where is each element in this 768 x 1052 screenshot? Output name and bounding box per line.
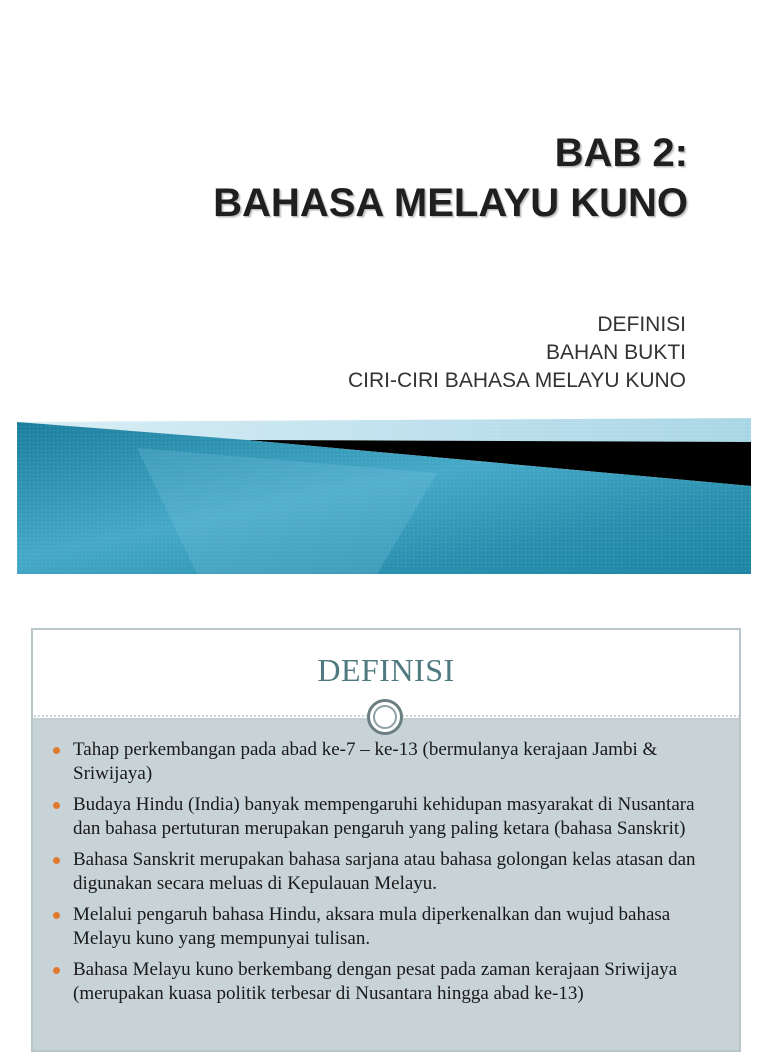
slide-title — [213, 128, 688, 228]
ring-ornament-icon — [367, 699, 403, 735]
bullet-text: Tahap perkembangan pada abad ke-7 – ke-13 (bermulanya kerajaan Jambi & Sriwijaya) — [73, 739, 658, 784]
subtitle-line-1: DEFINISI — [597, 313, 686, 336]
bullet-dot-icon — [53, 802, 60, 809]
title-line-1: BAB 2: — [554, 131, 688, 175]
list-item — [73, 738, 717, 786]
slide-body — [33, 720, 739, 1050]
bullet-dot-icon — [53, 857, 60, 864]
bullet-text: Budaya Hindu (India) banyak mempengaruhi kehidupan masyarakat di Nusantara dan bahasa pertuturan merupakan pengaruh yang paling ketara (bahasa Sanskrit) — [73, 794, 695, 839]
title-line-2: BAHASA MELAYU KUNO — [213, 181, 688, 225]
slide-subtitle — [348, 311, 686, 395]
list-item — [73, 903, 717, 951]
bullet-dot-icon — [53, 912, 60, 919]
subtitle-line-2: BAHAN BUKTI — [545, 341, 686, 364]
decorative-wave-banner — [17, 418, 751, 574]
bullet-dot-icon — [53, 747, 60, 754]
slide-heading: DEFINISI — [317, 652, 455, 688]
bullet-text: Bahasa Melayu kuno berkembang dengan pesat pada zaman kerajaan Sriwijaya (merupakan kuasa politik terbesar di Nusantara hingga abad ke-13) — [73, 959, 678, 1004]
definisi-slide — [31, 628, 741, 1052]
subtitle-line-3: CIRI-CIRI BAHASA MELAYU KUNO — [347, 369, 686, 392]
bullet-list — [33, 720, 739, 1006]
bullet-text: Bahasa Sanskrit merupakan bahasa sarjana atau bahasa golongan kelas atasan dan digunakan secara meluas di Kepulauan Melayu. — [73, 849, 696, 894]
bullet-dot-icon — [53, 967, 60, 974]
list-item — [73, 958, 717, 1006]
list-item — [73, 793, 717, 841]
bullet-text: Melalui pengaruh bahasa Hindu, aksara mula diperkenalkan dan wujud bahasa Melayu kuno yang mempunyai tulisan. — [73, 904, 671, 949]
list-item — [73, 848, 717, 896]
